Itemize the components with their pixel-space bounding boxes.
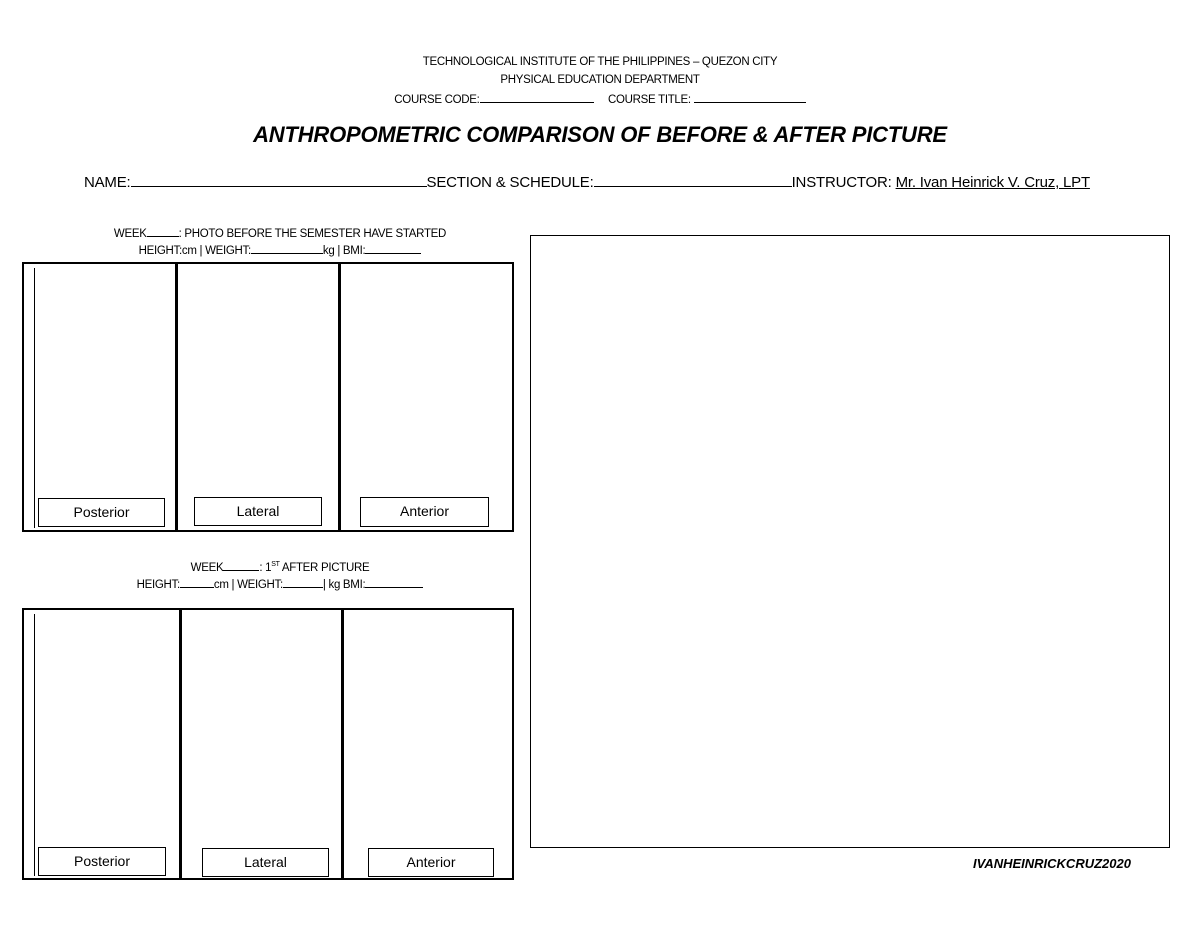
- after-caption: [20, 556, 540, 594]
- institution-name: TECHNOLOGICAL INSTITUTE OF THE PHILIPPINES – QUEZON CITY: [422, 56, 778, 68]
- after-divider-1: [179, 608, 182, 880]
- instructor-label: INSTRUCTOR:: [791, 174, 896, 191]
- after-divider-2: [341, 608, 344, 880]
- after-weight-blank[interactable]: [283, 577, 323, 588]
- before-margin-line: [34, 268, 35, 528]
- instructor-name: Mr. Ivan Heinrick V. Cruz, LPT: [895, 174, 1090, 191]
- after-height-blank[interactable]: [180, 577, 214, 588]
- after-posterior-label: Posterior: [38, 847, 166, 876]
- comparison-photo-box[interactable]: [530, 235, 1170, 848]
- section-blank[interactable]: [594, 172, 792, 187]
- before-weight-blank[interactable]: [251, 243, 323, 254]
- course-title-blank[interactable]: [694, 92, 806, 103]
- course-code-label: COURSE CODE:: [394, 94, 480, 106]
- name-blank[interactable]: [131, 172, 427, 187]
- after-photo-frame: [22, 608, 514, 880]
- section-label: SECTION & SCHEDULE:: [426, 174, 594, 191]
- footer-watermark: IVANHEINRICKCRUZ2020: [973, 856, 1131, 871]
- before-week-blank[interactable]: [147, 226, 179, 237]
- before-posterior-label: Posterior: [38, 498, 165, 527]
- student-info-line: [84, 172, 1090, 191]
- department-name: PHYSICAL EDUCATION DEPARTMENT: [500, 74, 700, 86]
- before-lateral-label: Lateral: [194, 497, 322, 526]
- before-caption: [20, 226, 540, 260]
- before-divider-2: [338, 262, 341, 532]
- name-label: NAME:: [84, 174, 131, 191]
- after-anterior-label: Anterior: [368, 848, 494, 877]
- before-divider-1: [175, 262, 178, 532]
- course-line: [0, 92, 1200, 106]
- after-margin-line: [34, 614, 35, 876]
- after-lateral-label: Lateral: [202, 848, 329, 877]
- before-week-line: WEEK : PHOTO BEFORE THE SEMESTER HAVE STARTED: [113, 228, 447, 240]
- after-measurements-line: HEIGHT: cm | WEIGHT: | kg BMI:: [20, 577, 540, 594]
- before-anterior-label: Anterior: [360, 497, 489, 527]
- course-title-label: COURSE TITLE:: [608, 94, 691, 106]
- before-photo-frame: [22, 262, 514, 532]
- after-bmi-blank[interactable]: [365, 577, 423, 588]
- before-measurements-line: HEIGHT:cm | WEIGHT: kg | BMI:: [20, 243, 540, 260]
- before-bmi-blank[interactable]: [365, 243, 421, 254]
- course-code-blank[interactable]: [480, 92, 594, 103]
- after-week-line: WEEK : 1ST AFTER PICTURE: [190, 561, 370, 574]
- page-title: ANTHROPOMETRIC COMPARISON OF BEFORE & AFTER PICTURE: [253, 122, 947, 147]
- after-week-blank[interactable]: [223, 560, 259, 571]
